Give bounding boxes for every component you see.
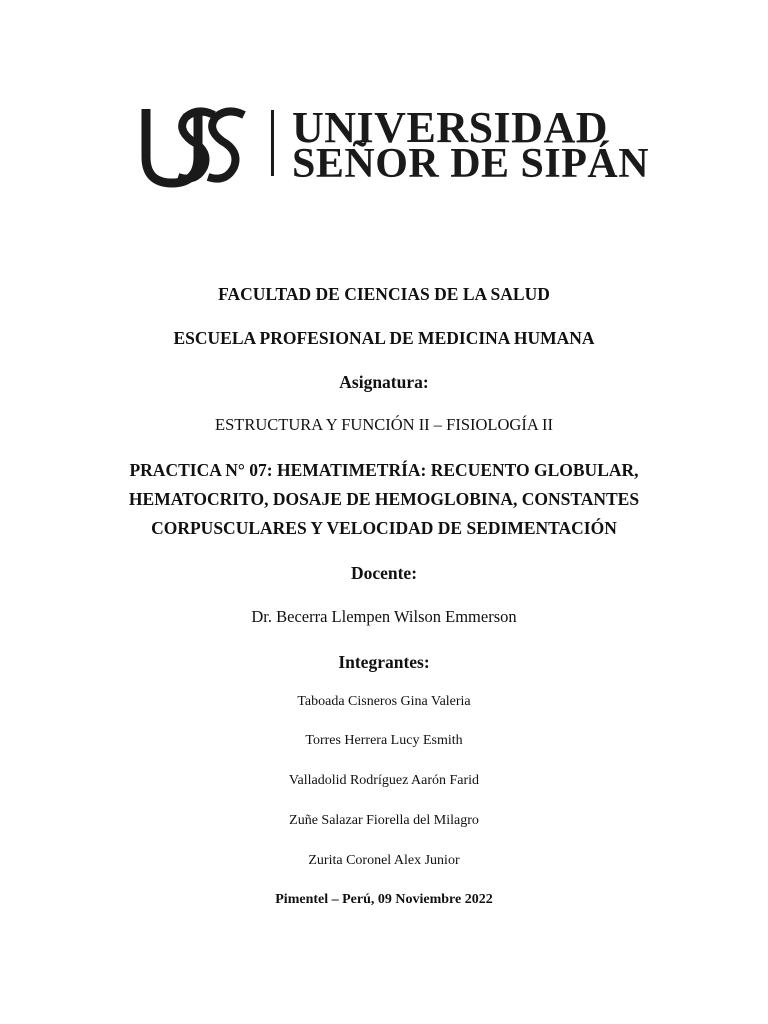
faculty-heading: FACULTAD DE CIENCIAS DE LA SALUD [218, 284, 550, 304]
member-item: Zurita Coronel Alex Junior [308, 853, 460, 868]
members-label: Integrantes: [338, 652, 430, 672]
member-item: Torres Herrera Lucy Esmith [305, 733, 463, 748]
place-date: Pimentel – Perú, 09 Noviembre 2022 [275, 892, 493, 907]
logo-divider [271, 110, 274, 176]
teacher-name: Dr. Becerra Llempen Wilson Emmerson [251, 607, 517, 626]
member-item: Zuñe Salazar Fiorella del Milagro [289, 813, 479, 828]
teacher-label: Docente: [350, 563, 418, 583]
practice-title-line-1: PRACTICA N° 07: HEMATIMETRÍA: RECUENTO GLOBULAR, [129, 460, 639, 480]
uss-monogram-icon [140, 100, 250, 190]
logo-text-line1: UNIVERSIDAD [292, 103, 608, 152]
practice-title-line-2: HEMATOCRITO, DOSAJE DE HEMOGLOBINA, CONSTANTES [128, 489, 640, 509]
member-item: Taboada Cisneros Gina Valeria [297, 694, 471, 709]
subject-name: ESTRUCTURA Y FUNCIÓN II – FISIOLOGÍA II [215, 415, 553, 434]
school-heading: ESCUELA PROFESIONAL DE MEDICINA HUMANA [173, 328, 595, 348]
subject-label: Asignatura: [339, 372, 429, 392]
member-item: Valladolid Rodríguez Aarón Farid [288, 773, 480, 788]
logo-text-line2: SEÑOR DE SIPÁN [292, 141, 650, 187]
practice-title-line-3: CORPUSCULARES Y VELOCIDAD DE SEDIMENTACIÓN [151, 518, 617, 538]
